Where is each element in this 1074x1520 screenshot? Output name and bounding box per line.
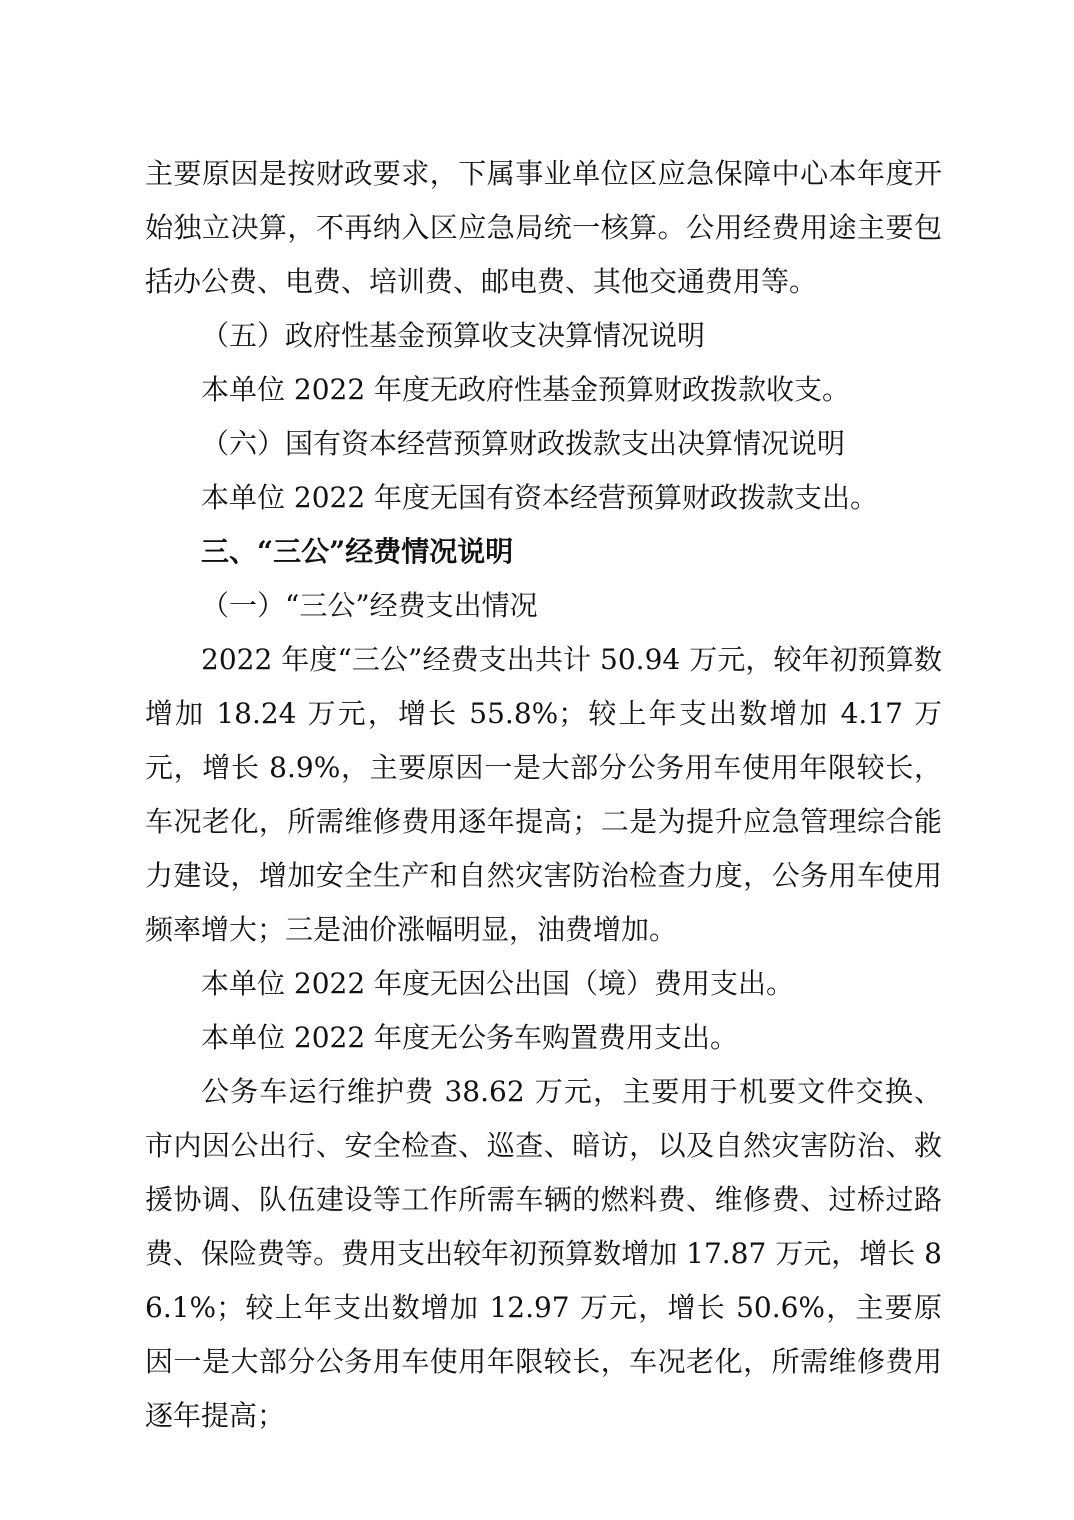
paragraph-overseas-expense: 本单位 2022 年度无因公出国（境）费用支出。	[201, 967, 795, 1000]
paragraph-public-expense-reason: 主要原因是按财政要求，下属事业单位区应急保障中心本年度开始独立决算，不再纳入区应急局统一核算。公用经费用途主要包括办公费、电费、培训费、邮电费、其他交通费用等。	[145, 157, 942, 298]
subsection-heading-three-public-expenses: （一）“三公”经费支出情况	[201, 589, 538, 622]
section-heading-government-fund: （五）政府性基金预算收支决算情况说明	[201, 319, 706, 352]
paragraph-three-public-summary: 2022 年度“三公”经费支出共计 50.94 万元，较年初预算数增加 18.24 万元，增长 55.8%；较上年支出数增加 4.17 万元，增长 8.9%，主要原因一是大部分公务用车使用年限较长，车况老化，所需维修费用逐年提高；二是为提升应急管理综合能力建设，增加安全生产和自然灾害防治检查力度，公务用车使用频率增大；三是油价涨幅明显，油费增加。	[145, 643, 942, 946]
paragraph-vehicle-maintenance: 公务车运行维护费 38.62 万元，主要用于机要文件交换、市内因公出行、安全检查、巡查、暗访，以及自然灾害防治、救援协调、队伍建设等工作所需车辆的燃料费、维修费、过桥过路费、保险费等。费用支出较年初预算数增加 17.87 万元，增长 86.1%；较上年支出数增加 12.97 万元，增长 50.6%，主要原因一是大部分公务用车使用年限较长，车况老化，所需维修费用逐年提高；	[145, 1075, 942, 1432]
section-heading-state-capital: （六）国有资本经营预算财政拨款支出决算情况说明	[201, 427, 846, 460]
paragraph-government-fund: 本单位 2022 年度无政府性基金预算财政拨款收支。	[201, 373, 851, 406]
section-heading-three-public: 三、“三公”经费情况说明	[201, 535, 514, 568]
paragraph-vehicle-purchase: 本单位 2022 年度无公务车购置费用支出。	[201, 1021, 739, 1054]
document-page	[145, 147, 942, 1443]
paragraph-state-capital: 本单位 2022 年度无国有资本经营预算财政拨款支出。	[201, 481, 879, 514]
